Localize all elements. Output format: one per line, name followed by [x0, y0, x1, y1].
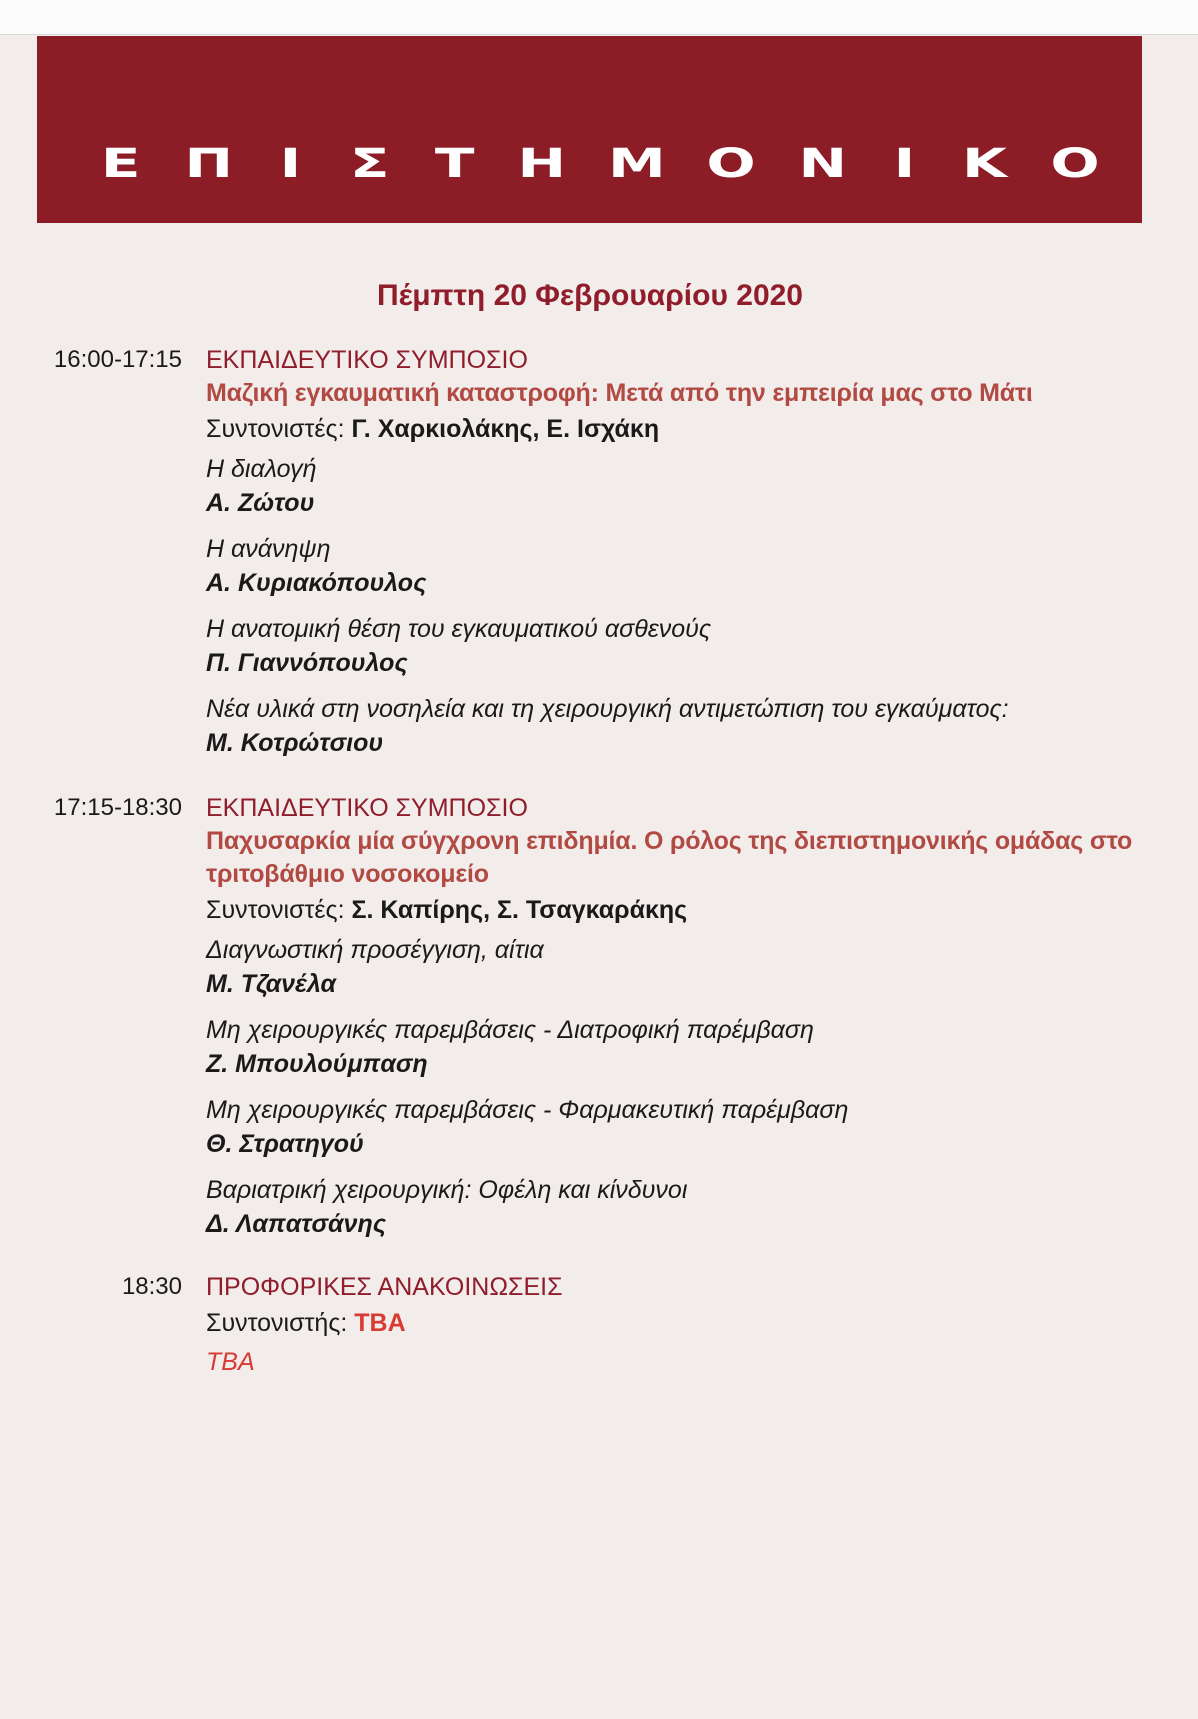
talk — [206, 1093, 1136, 1161]
talk-speaker: Α. Ζώτου — [206, 489, 315, 517]
session-title: Παχυσαρκία μία σύγχρονη επιδημία. Ο ρόλος της διεπιστημονικής ομάδας στο τριτοβάθμιο νοσοκομείο — [206, 827, 1133, 888]
coordinators-label: Συντονιστές: — [206, 896, 345, 924]
banner-letter: Η — [517, 141, 567, 187]
day-heading: Πέμπτη 20 Φεβρουαρίου 2020 — [377, 279, 803, 312]
banner-letter: Ν — [798, 141, 847, 187]
talk — [206, 692, 1136, 760]
talk-title: Η ανάνηψη — [206, 535, 331, 563]
talk-title: Βαριατρική χειρουργική: Οφέλη και κίνδυνοι — [206, 1176, 688, 1204]
talk — [206, 452, 1136, 520]
banner-letter: Ο — [1050, 141, 1100, 187]
talk-speaker: Μ. Κοτρώτσιου — [206, 729, 384, 757]
talk-title: Διαγνωστική προσέγγιση, αίτια — [206, 936, 544, 964]
talk-title: Μη χειρουργικές παρεμβάσεις - Διατροφική παρέμβαση — [206, 1016, 814, 1044]
coordinators-names: Γ. Χαρκιολάκης, Ε. Ισχάκη — [351, 415, 660, 443]
banner-letter: Κ — [962, 141, 1008, 187]
banner-letter: Π — [184, 141, 233, 187]
talk — [206, 1013, 1136, 1081]
banner-letter: Ο — [706, 141, 756, 187]
coordinators — [206, 1304, 1136, 1342]
banner-letter: Σ — [349, 141, 390, 187]
coordinators — [206, 891, 1136, 929]
talk — [206, 532, 1136, 600]
talk-title: Μη χειρουργικές παρεμβάσεις - Φαρμακευτική παρέμβαση — [206, 1096, 849, 1124]
coordinators — [206, 410, 1136, 448]
session-content — [206, 343, 1136, 760]
banner-title — [37, 141, 1142, 187]
coordinators-names: TBA — [354, 1309, 406, 1337]
talk — [206, 933, 1136, 1001]
talk-speaker: Ζ. Μπουλούμπαση — [206, 1050, 428, 1078]
banner — [37, 36, 1142, 223]
session-type: ΕΚΠΑΙΔΕΥΤΙΚΟ ΣΥΜΠΟΣΙΟ — [206, 794, 528, 822]
talk — [206, 1173, 1136, 1241]
session-title: Μαζική εγκαυματική καταστροφή: Μετά από την εμπειρία μας στο Μάτι — [206, 379, 1033, 407]
talk-speaker: Μ. Τζανέλα — [206, 970, 337, 998]
talk — [206, 612, 1136, 680]
talk-speaker: Δ. Λαπατσάνης — [206, 1210, 387, 1238]
session-time: 18:30 — [121, 1273, 182, 1300]
talk-title: Νέα υλικά στη νοσηλεία και τη χειρουργική αντιμετώπιση του εγκαύματος: — [206, 695, 1009, 723]
coordinators-label: Συντονιστές: — [206, 415, 345, 443]
coordinators-label: Συντονιστής: — [206, 1309, 348, 1337]
talk-title: Η διαλογή — [206, 455, 317, 483]
talk-speaker: Α. Κυριακόπουλος — [206, 569, 427, 597]
top-strip — [0, 0, 1198, 35]
session-content — [206, 1270, 1136, 1382]
banner-letter: Τ — [434, 141, 474, 187]
tba-text: TBA — [206, 1348, 255, 1376]
session-type: ΕΚΠΑΙΔΕΥΤΙΚΟ ΣΥΜΠΟΣΙΟ — [206, 346, 528, 374]
banner-letter: Ι — [893, 141, 915, 187]
banner-letter: Ι — [279, 141, 302, 187]
session-time: 16:00-17:15 — [53, 346, 182, 373]
session-time: 17:15-18:30 — [53, 794, 182, 821]
talk-title: Η ανατομική θέση του εγκαυματικού ασθενούς — [206, 615, 712, 643]
session-type: ΠΡΟΦΟΡΙΚΕΣ ΑΝΑΚΟΙΝΩΣΕΙΣ — [206, 1273, 563, 1301]
talk-speaker: Θ. Στρατηγού — [206, 1130, 364, 1158]
banner-letter: Ε — [100, 141, 141, 187]
banner-letter: Μ — [607, 141, 666, 187]
talk-speaker: Π. Γιαννόπουλος — [206, 649, 408, 677]
session-content — [206, 791, 1136, 1241]
coordinators-names: Σ. Καπίρης, Σ. Τσαγκαράκης — [351, 896, 688, 924]
